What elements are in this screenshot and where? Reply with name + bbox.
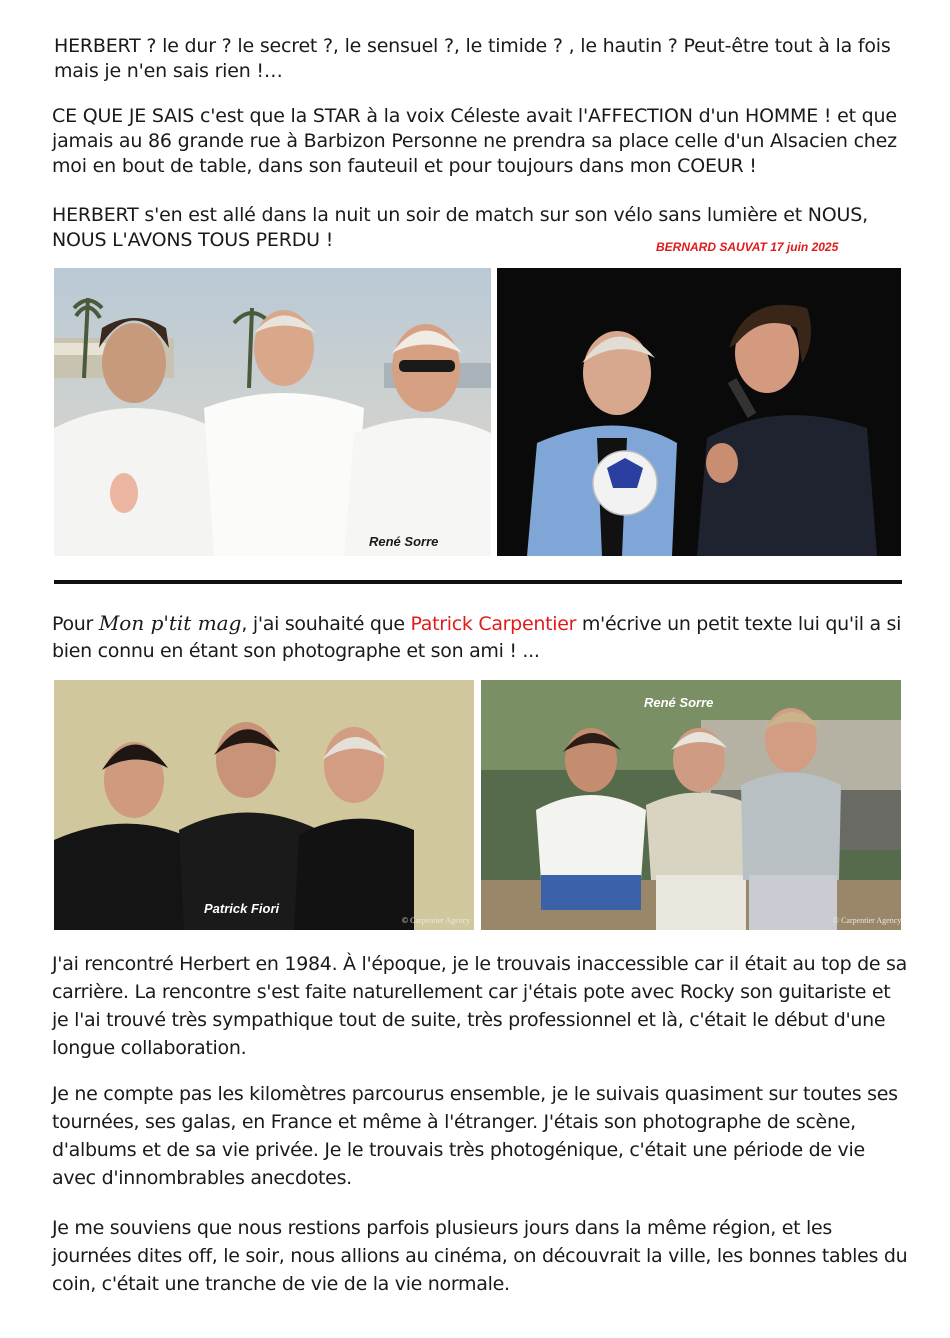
- photo-three-men-backstage: [54, 680, 474, 930]
- paragraph-memories: Je me souviens que nous restions parfois plusieurs jours dans la même région, et les journées dites off, le soir, nous allions au cinéma, on découvrait la ville, les bonnes tables du coin, c'était une tranche de vie de la vie normale.: [52, 1217, 908, 1295]
- photo-stage-football: [497, 268, 901, 556]
- section-divider: [54, 580, 902, 584]
- photo1-caption: René Sorre: [369, 534, 439, 549]
- photo4-credit: © Carpentier Agency: [833, 916, 902, 925]
- paragraph-farewell: HERBERT s'en est allé dans la nuit un soir de match sur son vélo sans lumière et NOUS, NOUS L'AVONS TOUS PERDU !: [52, 204, 868, 251]
- author-signature: BERNARD SAUVAT 17 juin 2025: [656, 240, 839, 254]
- photo-three-men-seaside: [54, 268, 491, 556]
- photo-three-men-outdoors: [481, 680, 901, 930]
- intro-after: m'écrive un petit texte lui qu'il a si bien connu en étant son photographe et son ami ! ...: [52, 613, 902, 662]
- paragraph-meeting-1984: J'ai rencontré Herbert en 1984. À l'époque, je le trouvais inaccessible car il était au top de sa carrière. La rencontre s'est faite naturellement car j'étais pote avec Rocky son guitariste et je l'ai trouvé très sympathique tout de suite, très professionnel et là, c'était le début d'une longue collaboration.: [52, 953, 907, 1059]
- paragraph-tours: Je ne compte pas les kilomètres parcourus ensemble, je le suivais quasiment sur toutes ses tournées, ses galas, en France et même à l'étranger. J'étais son photographe de scène, d'albums et de sa vie privée. Je le trouvais très photogénique, c'était une période de vie avec d'innombrables anecdotes.: [52, 1083, 898, 1189]
- photo3-credit: © Carpentier Agency: [402, 916, 471, 925]
- paragraph-intro-question: HERBERT ? le dur ? le secret ?, le sensuel ?, le timide ? , le hautin ? Peut-être tout à la fois mais je n'en sais rien !…: [54, 35, 891, 82]
- intro-paragraph: [52, 610, 922, 665]
- intro-before: Pour: [52, 613, 99, 635]
- intro-middle: , j'ai souhaité que: [241, 613, 411, 635]
- photo3-caption: Patrick Fiori: [204, 901, 280, 916]
- photographer-name: Patrick Carpentier: [410, 613, 577, 635]
- photo4-caption: René Sorre: [644, 695, 714, 710]
- paragraph-what-i-know: CE QUE JE SAIS c'est que la STAR à la voix Céleste avait l'AFFECTION d'un HOMME ! et que jamais au 86 grande rue à Barbizon Personne ne prendra sa place celle d'un Alsacien chez moi en bout de table, dans son fauteuil et pour toujours dans mon COEUR !: [52, 105, 897, 177]
- magazine-name: Mon p'tit mag: [98, 611, 242, 635]
